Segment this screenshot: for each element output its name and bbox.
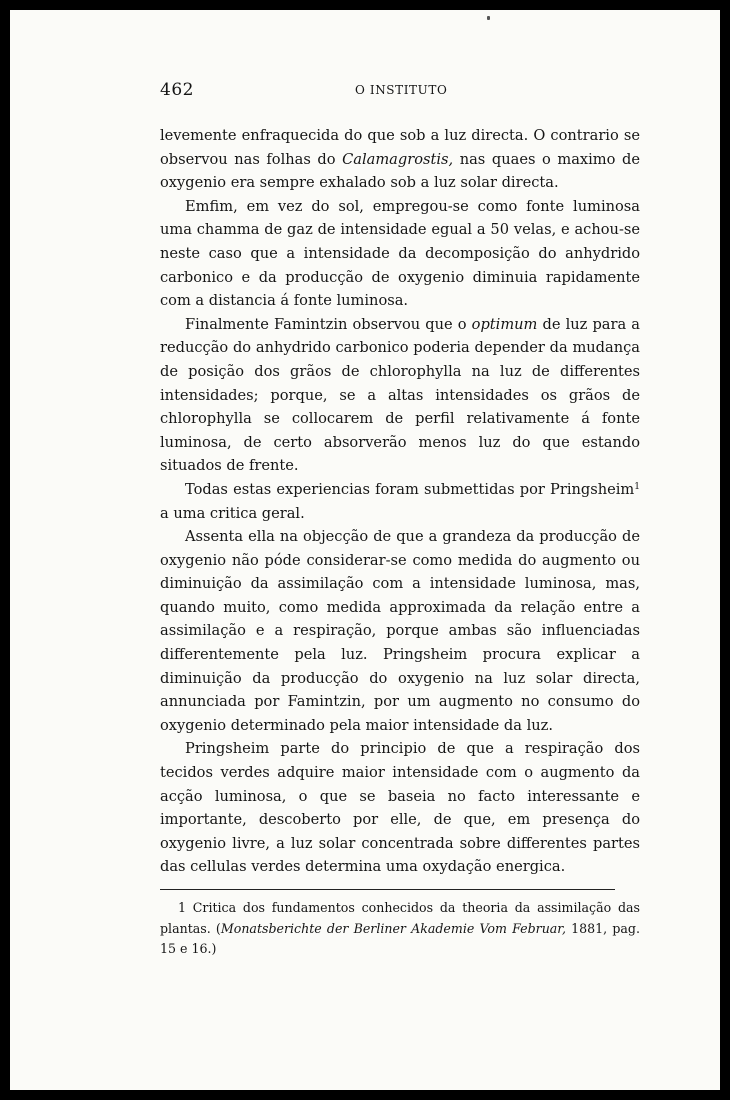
- page-header: [160, 80, 640, 104]
- footnote: [160, 898, 640, 960]
- paragraph: [160, 313, 640, 478]
- speck-mark: [487, 16, 490, 20]
- text-run: 1881, pag. 15 e 16.): [160, 920, 640, 956]
- paragraph: [160, 737, 640, 879]
- text-run: Finalmente Famintzin observou que o: [185, 315, 472, 333]
- text-run: Todas estas experiencias foram submettidas por Pringsheim: [185, 480, 635, 498]
- italic-run: Monatsberichte der Berliner Akademie Vom Februar,: [220, 920, 566, 936]
- text-run: levemente enfraquecida do que sob a luz directa. O contrario se observou nas folhas do: [160, 127, 640, 168]
- italic-run: Calamagrostis,: [342, 150, 454, 168]
- text-run: nas quaes o maximo de oxygenio era sempre exhalado sob a luz solar directa.: [160, 150, 640, 192]
- text-run: Assenta ella na objecção de que a grandeza da producção de oxygenio não póde considerar-se como medida do augmento ou diminuição da assimilação com a intensidade luminosa, mas, quando muito, como medida approximada da relação entre a assimilação e a respiração, porque ambas são influenciadas differentemente pela luz. Pringsheim procura explicar a diminuição da producção do oxygenio na luz solar directa, annunciada por Famintzin, por um augmento no consumo do oxygenio determinado pela maior intensidade da luz.: [160, 528, 640, 734]
- italic-run: optimum: [471, 315, 538, 333]
- page-frame: [10, 10, 720, 1090]
- text-run: a uma critica geral.: [160, 504, 305, 522]
- page-number: 462: [160, 80, 194, 100]
- footnote-rule: [160, 889, 615, 890]
- footnote-marker: 1: [634, 481, 640, 492]
- text-run: Pringsheim parte do principio de que a respiração dos tecidos verdes adquire maior intensidade com o augmento da acção luminosa, o que se baseia no facto interessante e importante, descoberto por elle, de que, em presença do oxygenio livre, a luz solar concentrada sobre differentes partes das cellulas verdes determina uma oxydação energica.: [160, 740, 640, 876]
- paragraph: [160, 525, 640, 737]
- text-run: 1 Critica dos fundamentos conhecidos da theoria da assimilação das plantas. (: [160, 900, 640, 936]
- text-run: Emfim, em vez do sol, empregou-se como fonte luminosa uma chamma de gaz de intensidade egual a 50 velas, e achou-se neste caso que a intensidade da decomposição do anhydrido carbonico e da producção de oxygenio diminuia rapidamente com a distancia á fonte luminosa.: [160, 197, 640, 310]
- paragraph: [160, 478, 640, 525]
- book-page: [160, 80, 640, 960]
- page-body: [160, 124, 640, 879]
- paragraph: [160, 124, 640, 195]
- paragraph: [160, 195, 640, 313]
- running-head: O INSTITUTO: [355, 83, 448, 97]
- text-run: de luz para a reducção do anhydrido carbonico poderia depender da mudança de posição dos grãos de chlorophylla na luz de differentes intensidades; porque, se a altas intensidades os grãos de chlorophylla se collocarem de perfil relativamente á fonte luminosa, de certo absorverão menos luz do que estando situados de frente.: [160, 315, 640, 475]
